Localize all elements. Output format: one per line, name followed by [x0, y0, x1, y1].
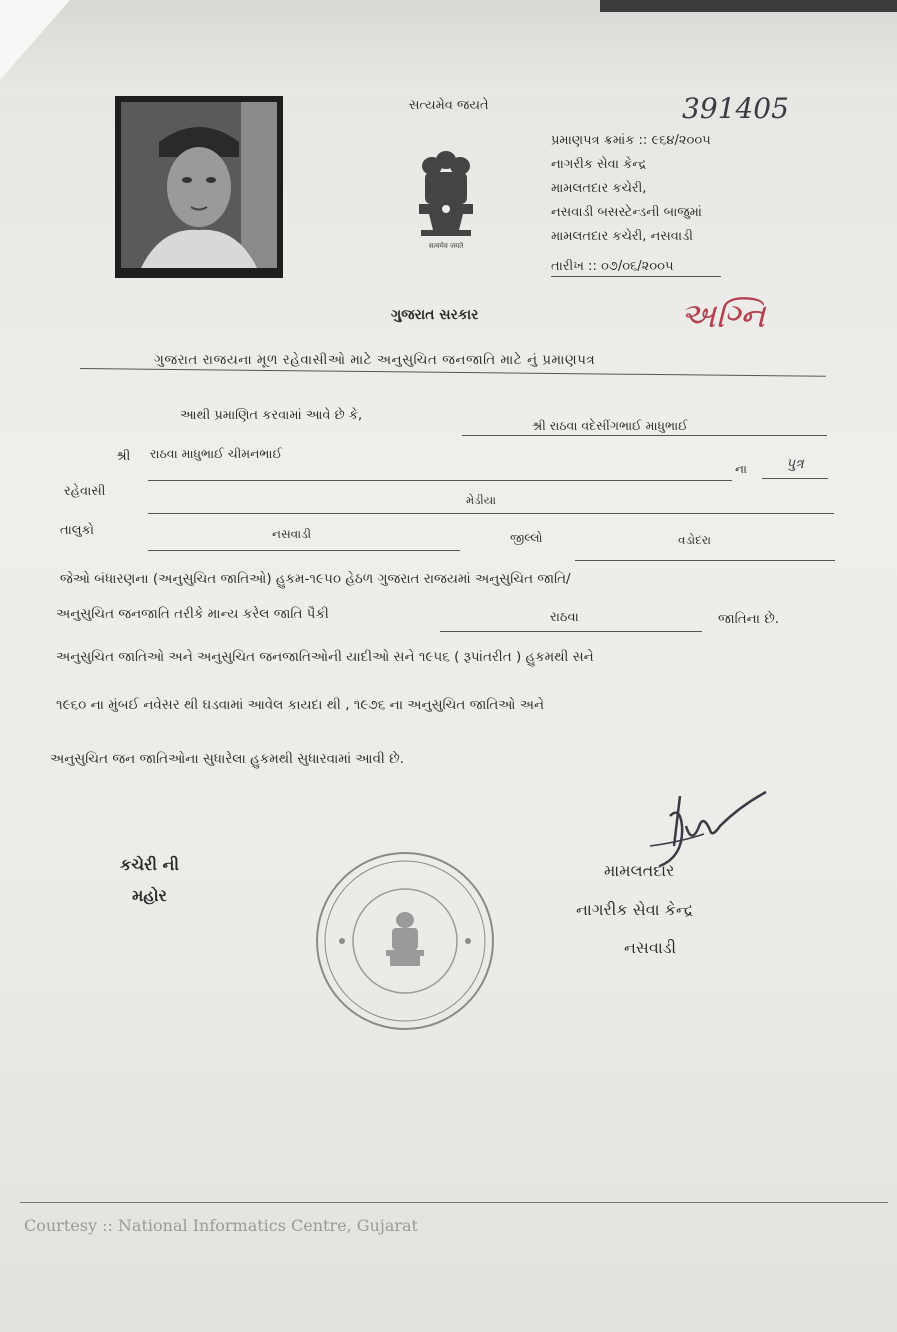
office-line-1: નાગરીક સેવા કેન્દ્ર	[551, 157, 647, 172]
paragraph-line-4: ૧૯૬૦ ના મુંબઈ નવેસર થી ઘડવામાં આવેલ કાયદા થી , ૧૯૭૬ ના અનુસુચિત જાતિઓ અને	[56, 697, 545, 713]
caste-line	[440, 631, 702, 632]
taluka-name: નસવાડી	[272, 527, 312, 541]
background-strip	[600, 0, 897, 12]
handwritten-red-note: અગ્નિ	[680, 296, 766, 336]
candidate-name-line	[462, 435, 827, 436]
office-seal-stamp-icon	[312, 848, 498, 1034]
district-name: વડોદરા	[678, 533, 711, 547]
title-underline	[80, 368, 826, 377]
office-line-4: મામલતદાર કચેરી, નસવાડી	[551, 229, 693, 244]
courtesy-note: Courtesy :: National Informatics Centre, Gujarat	[24, 1216, 418, 1235]
certificate-title: ગુજરાત રાજયના મૂળ રહેવાસીઓ માટે અનુસુચિત જનજાતિ માટે નું પ્રમાણપત્ર	[154, 352, 596, 368]
handwritten-number: 391405	[682, 92, 789, 125]
caste-name: રાઠવા	[550, 610, 579, 625]
office-line-3: નસવાડી બસસ્ટેન્ડની બાજુમાં	[551, 205, 702, 220]
motto: સત્યમેવ જયતે	[409, 98, 489, 113]
residence-line	[148, 513, 834, 514]
national-emblem-icon	[403, 148, 489, 256]
footer-rule	[20, 1202, 888, 1203]
paper-fold	[0, 0, 70, 80]
paragraph-line-2b: જાતિના છે.	[718, 611, 780, 627]
district-line	[575, 560, 835, 561]
na-label: ના	[735, 462, 747, 476]
father-name-line	[148, 480, 732, 481]
applicant-photo	[115, 96, 283, 278]
office-seal-label-1: કચેરી ની	[120, 855, 180, 874]
district-label: જીલ્લો	[510, 531, 543, 545]
office-line-2: મામલતદાર કચેરી,	[551, 181, 647, 196]
officer-title: મામલતદાર	[604, 861, 675, 880]
government-name: ગુજરાત સરકાર	[391, 307, 479, 323]
officer-place: નસવાડી	[624, 938, 677, 957]
certify-text: આથી પ્રમાણિત કરવામાં આવે છે કે,	[180, 408, 363, 423]
issue-date: તારીખ :: ૦૭/૦૬/૨૦૦૫	[551, 259, 674, 274]
candidate-name: શ્રી રાઠવા વદેસીંગભાઈ માધુભાઈ	[532, 418, 688, 433]
taluka-label: તાલુકો	[60, 523, 95, 538]
svg-text:सत्यमेव जयते: सत्यमेव जयते	[428, 242, 464, 250]
shri-label: શ્રી	[116, 449, 131, 464]
father-name: રાઠવા માધુભાઈ ચીમનભાઈ	[150, 446, 283, 461]
relation: પુત્ર	[786, 456, 804, 472]
office-seal-label-2: મહોર	[132, 886, 167, 905]
certificate-number: પ્રમાણપત્ર ક્રમાંક :: ૯૬૪/૨૦૦૫	[551, 133, 711, 148]
taluka-line	[148, 550, 460, 551]
village-name: મેડીયા	[466, 493, 496, 507]
date-underline	[551, 276, 721, 277]
top-shadow	[0, 0, 897, 95]
paragraph-line-3: અનુસુચિત જાતિઓ અને અનુસુચિત જનજાતિઓની યાદીઓ સને ૧૯૫૬ ( રૂપાંતરીત ) હુકમથી સને	[56, 649, 594, 665]
officer-office: નાગરીક સેવા કેન્દ્ર	[576, 900, 694, 919]
paragraph-line-1: જેઓ બંધારણના (અનુસુચિત જાતિઓ) હુકમ-૧૯૫૦ હેઠળ ગુજરાત રાજયમાં અનુસુચિત જાતિ/	[60, 571, 571, 587]
paragraph-line-2a: અનુસુચિત જનજાતિ તરીકે માન્ય કરેલ જાતિ પૈકી	[56, 606, 329, 622]
relation-line	[762, 478, 828, 479]
paragraph-line-5: અનુસુચિત જન જાતિઓના સુધારેલા હુકમથી સુધારવામાં આવી છે.	[50, 751, 404, 767]
residence-label: રહેવાસી	[64, 484, 106, 499]
